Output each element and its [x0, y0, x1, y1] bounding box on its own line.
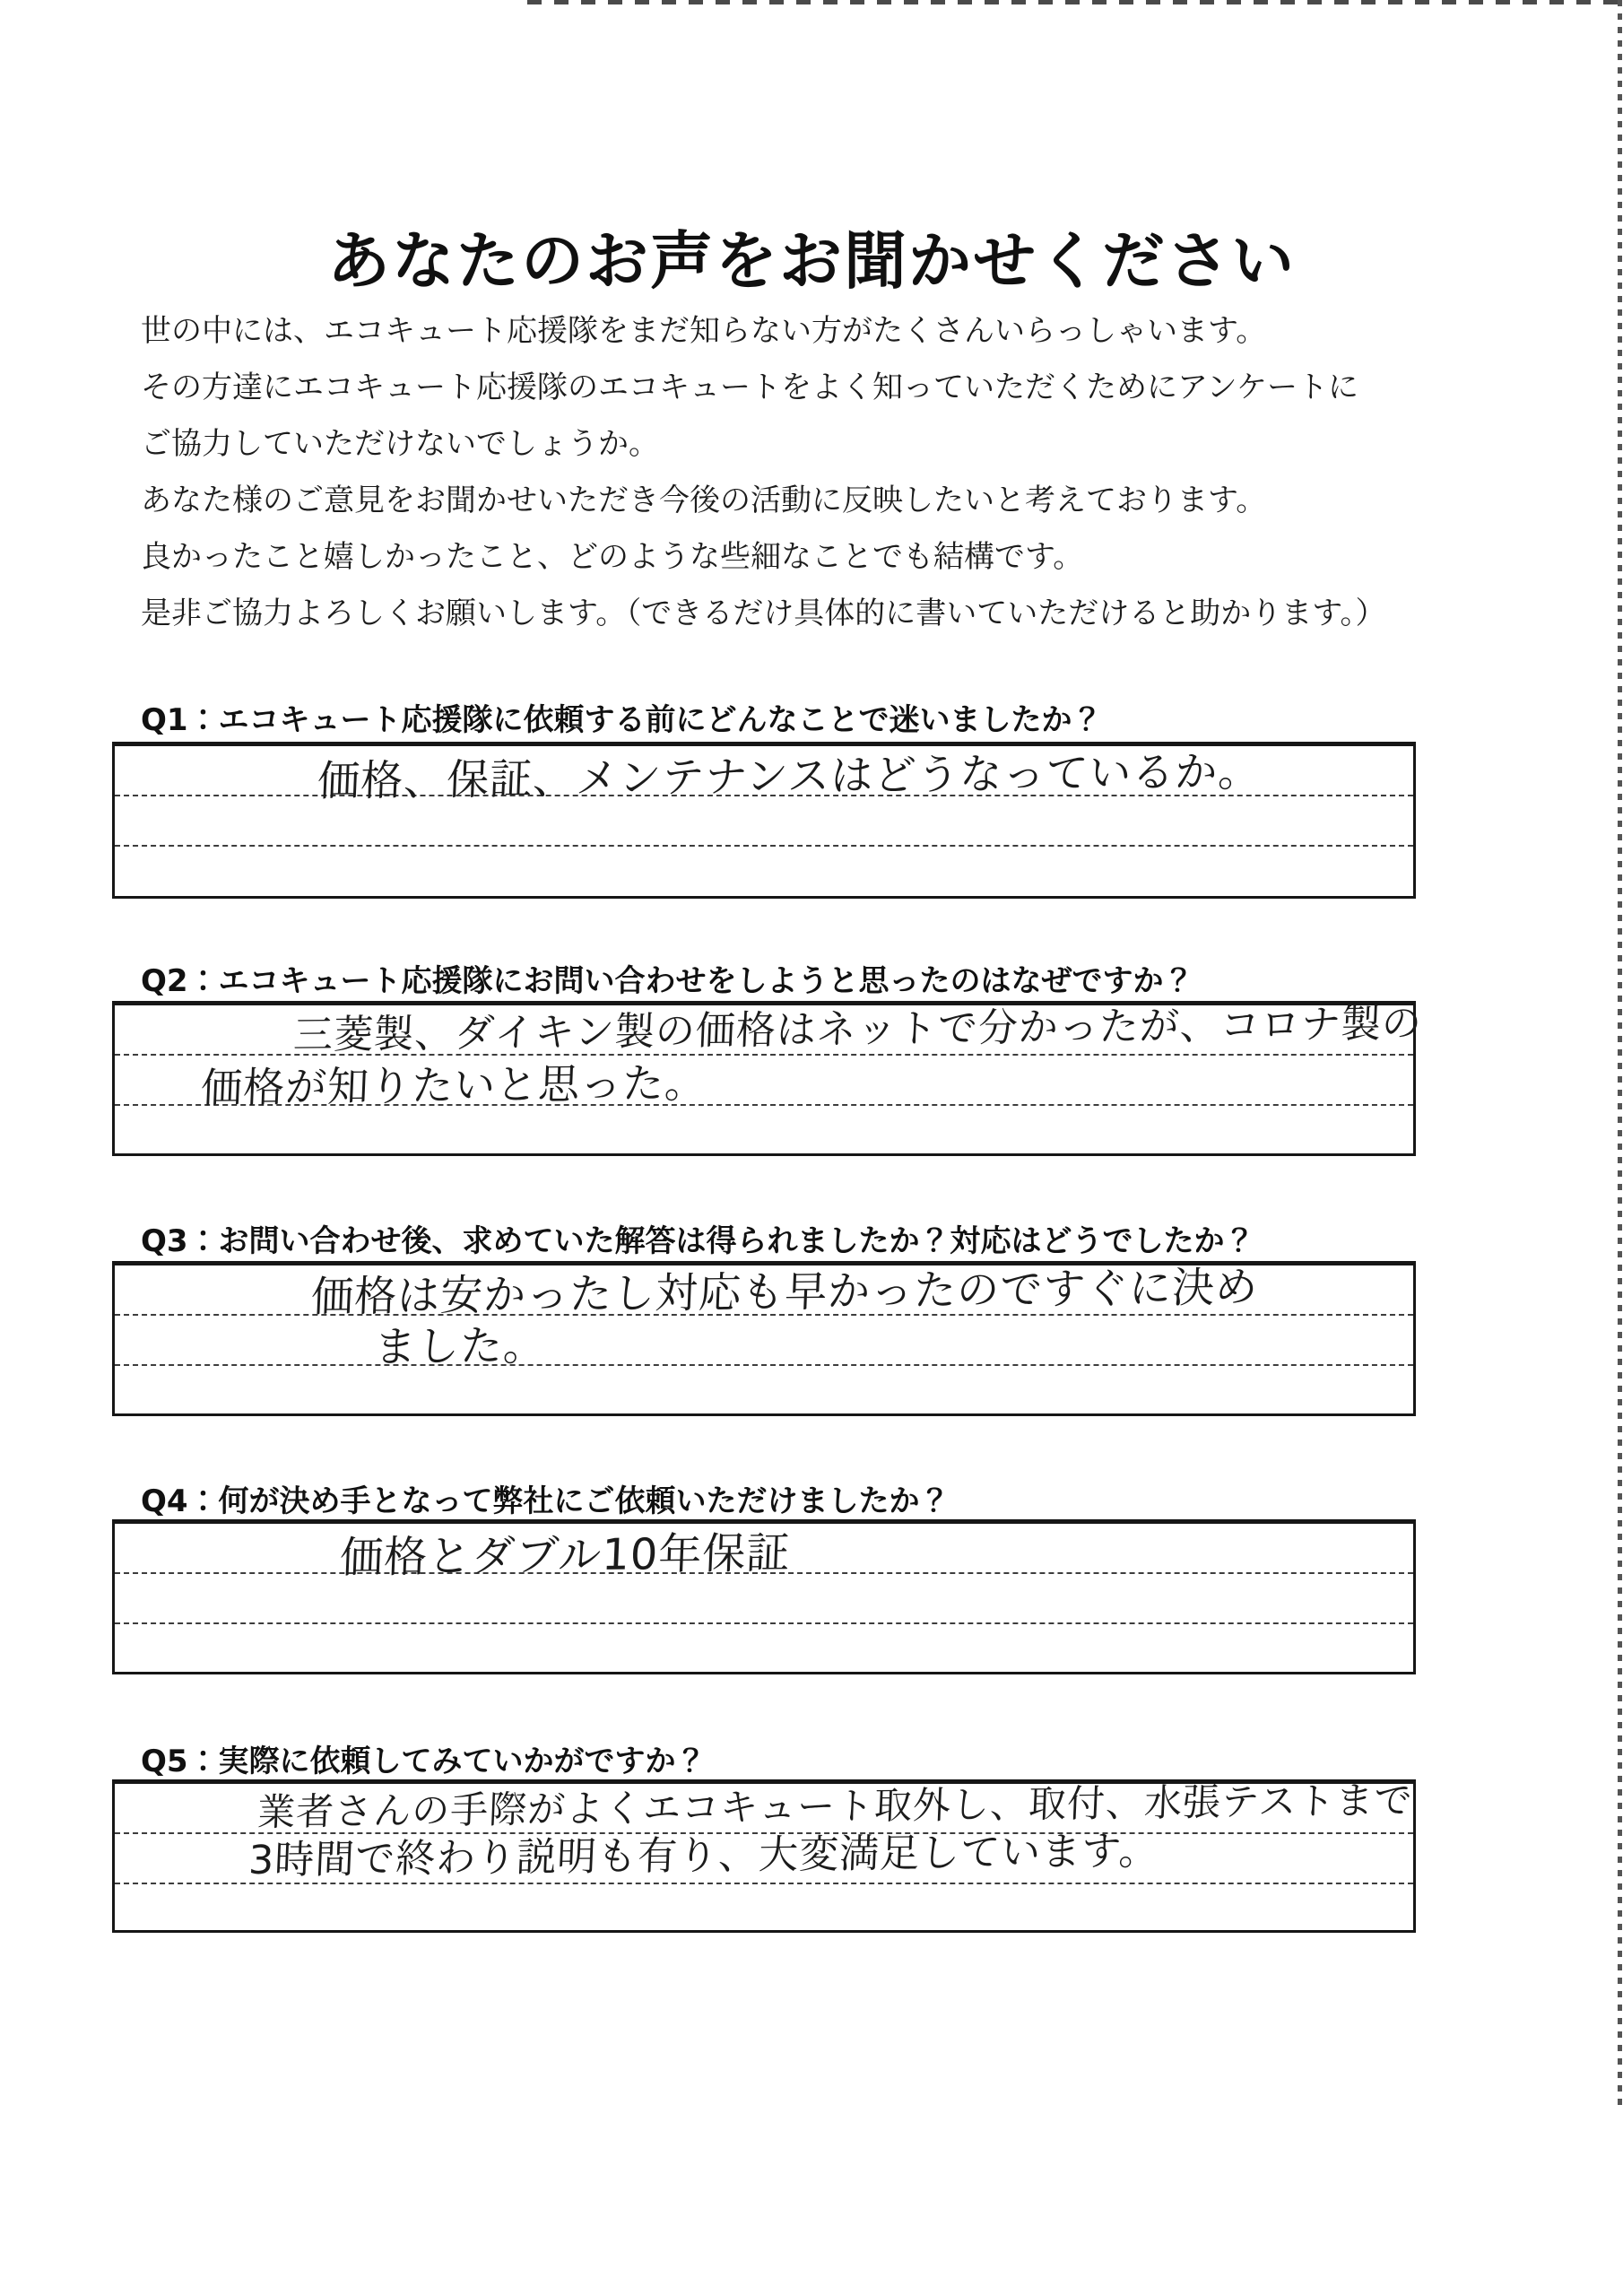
- handwritten-answer-line: 価格は安かったし対応も早かったのですぐに決め: [310, 1262, 1260, 1322]
- question-2-answer-box: [112, 1000, 1423, 1156]
- scan-artifact-right-edge: [1618, 0, 1622, 2112]
- intro-line: 良かったこと嬉しかったこと、どのような些細なことでも結構です。: [141, 539, 1084, 575]
- handwritten-answer-line: 価格が知りたいと思った。: [200, 1058, 708, 1112]
- intro-line: その方達にエコキュート応援隊のエコキュートをよく知っていただくためにアンケートに: [141, 370, 1358, 405]
- question-3-answer-box: [112, 1261, 1416, 1416]
- question-3-label: Q3：お問い合わせ後、求めていた解答は得られましたか？対応はどうでしたか？: [141, 1223, 1255, 1259]
- question-4-label: Q4：何が決め手となって弊社にご依頼いただけましたか？: [141, 1483, 950, 1519]
- handwritten-answer-line: 価格とダブル10年保証: [339, 1527, 792, 1583]
- answer-ruled-line: [115, 1574, 1413, 1624]
- question-2-label: Q2：エコキュート応援隊にお問い合わせをしようと思ったのはなぜですか？: [141, 963, 1194, 999]
- intro-line: あなた様のご意見をお聞かせいただき今後の活動に反映したいと考えております。: [141, 483, 1267, 518]
- intro-paragraph: [141, 303, 1504, 642]
- answer-ruled-line: [115, 1366, 1413, 1416]
- handwritten-answer-line: 業者さんの手際がよくエコキュート取外し、取付、水張テストまで: [256, 1778, 1414, 1834]
- handwritten-answer-line: 3時間で終わり説明も有り、大変満足しています。: [247, 1828, 1160, 1883]
- answer-ruled-line: [115, 1316, 1413, 1366]
- question-1-label: Q1：エコキュート応援隊に依頼する前にどんなことで迷いましたか？: [141, 702, 1103, 738]
- scan-artifact-top-edge: [527, 0, 1623, 4]
- question-1-answer-box: [112, 742, 1416, 899]
- page-title: あなたのお声をお聞かせください: [327, 223, 1296, 298]
- intro-line: 世の中には、エコキュート応援隊をまだ知らない方がたくさんいらっしゃいます。: [141, 313, 1267, 349]
- answer-ruled-line: [115, 847, 1413, 897]
- handwritten-answer-line: ました。: [373, 1320, 548, 1372]
- question-5-answer-box: [112, 1779, 1416, 1933]
- question-4-answer-box: [112, 1519, 1416, 1674]
- answer-ruled-line: [115, 1624, 1413, 1674]
- answer-ruled-line: [115, 1884, 1413, 1935]
- intro-line: 是非ご協力よろしくお願いします。（できるだけ具体的に書いていただけると助かります。）: [141, 596, 1386, 631]
- answer-ruled-line: [115, 1106, 1413, 1156]
- question-5-label: Q5：実際に依頼してみていかがですか？: [141, 1744, 707, 1779]
- handwritten-answer-line: 三菱製、ダイキン製の価格はネットで分かったが、コロナ製の: [292, 1000, 1423, 1058]
- intro-line: ご協力していただけないでしょうか。: [141, 426, 659, 462]
- handwritten-answer-line: 価格、保証、メンテナンスはどうなっているか。: [317, 746, 1263, 806]
- answer-ruled-line: [115, 796, 1413, 847]
